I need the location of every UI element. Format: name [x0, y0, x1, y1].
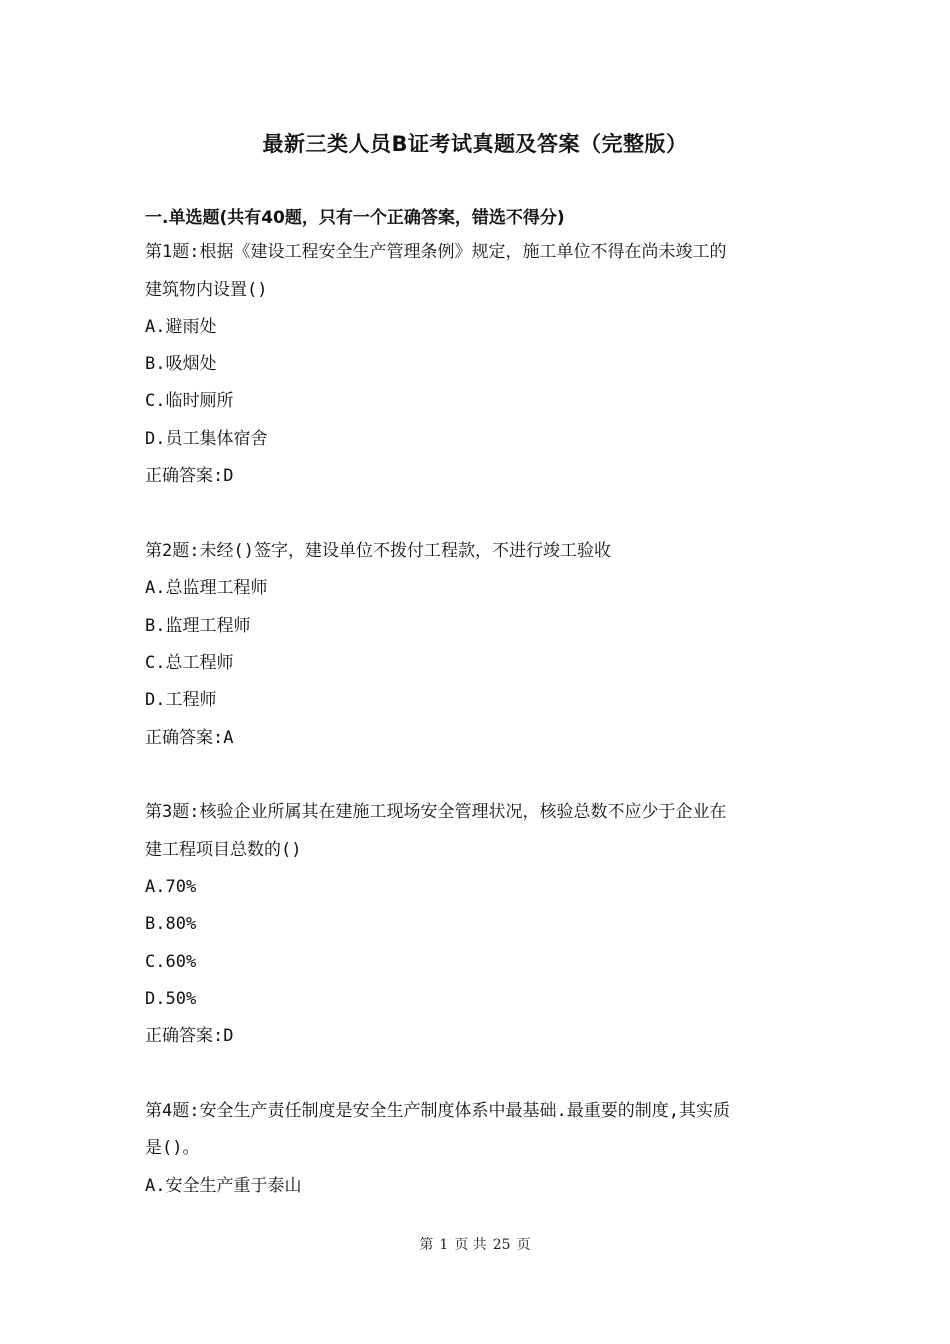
- option-a: A.70%: [145, 877, 197, 897]
- footer-prefix: 第: [419, 1237, 434, 1253]
- question-stem: 第2题:未经()签字，建设单位不拨付工程款，不进行竣工验收: [145, 541, 611, 561]
- footer-suffix: 页: [516, 1237, 531, 1253]
- option-c: C.临时厕所: [145, 391, 234, 411]
- option-c: C.60%: [145, 952, 197, 972]
- question-stem: 第1题:根据《建设工程安全生产管理条例》规定，施工单位不得在尚未竣工的: [145, 242, 727, 262]
- total-pages: 25: [492, 1237, 511, 1253]
- page-footer: [0, 1234, 950, 1254]
- correct-answer: 正确答案:A: [145, 728, 234, 748]
- section-header: 一.单选题(共有40题，只有一个正确答案，错选不得分): [145, 208, 565, 228]
- correct-answer: 正确答案:D: [145, 466, 234, 486]
- footer-middle: 页 共: [454, 1237, 487, 1253]
- question-stem: 建工程项目总数的(): [145, 840, 302, 860]
- option-a: A.总监理工程师: [145, 578, 268, 598]
- page-number: 1: [439, 1237, 449, 1253]
- question-stem: 第4题:安全生产责任制度是安全生产制度体系中最基础.最重要的制度,其实质: [145, 1101, 730, 1121]
- option-b: B.吸烟处: [145, 354, 217, 374]
- option-a: A.避雨处: [145, 317, 217, 337]
- question-stem: 第3题:核验企业所属其在建施工现场安全管理状况，核验总数不应少于企业在: [145, 802, 727, 822]
- option-b: B.监理工程师: [145, 616, 251, 636]
- option-a: A.安全生产重于泰山: [145, 1176, 302, 1196]
- option-c: C.总工程师: [145, 653, 234, 673]
- option-b: B.80%: [145, 914, 197, 934]
- question-stem: 是()。: [145, 1138, 200, 1158]
- option-d: D.员工集体宿舍: [145, 429, 268, 449]
- question-stem: 建筑物内设置(): [145, 280, 268, 300]
- option-d: D.50%: [145, 989, 197, 1009]
- document-title: 最新三类人员B证考试真题及答案（完整版）: [262, 132, 688, 156]
- option-d: D.工程师: [145, 690, 217, 710]
- correct-answer: 正确答案:D: [145, 1026, 234, 1046]
